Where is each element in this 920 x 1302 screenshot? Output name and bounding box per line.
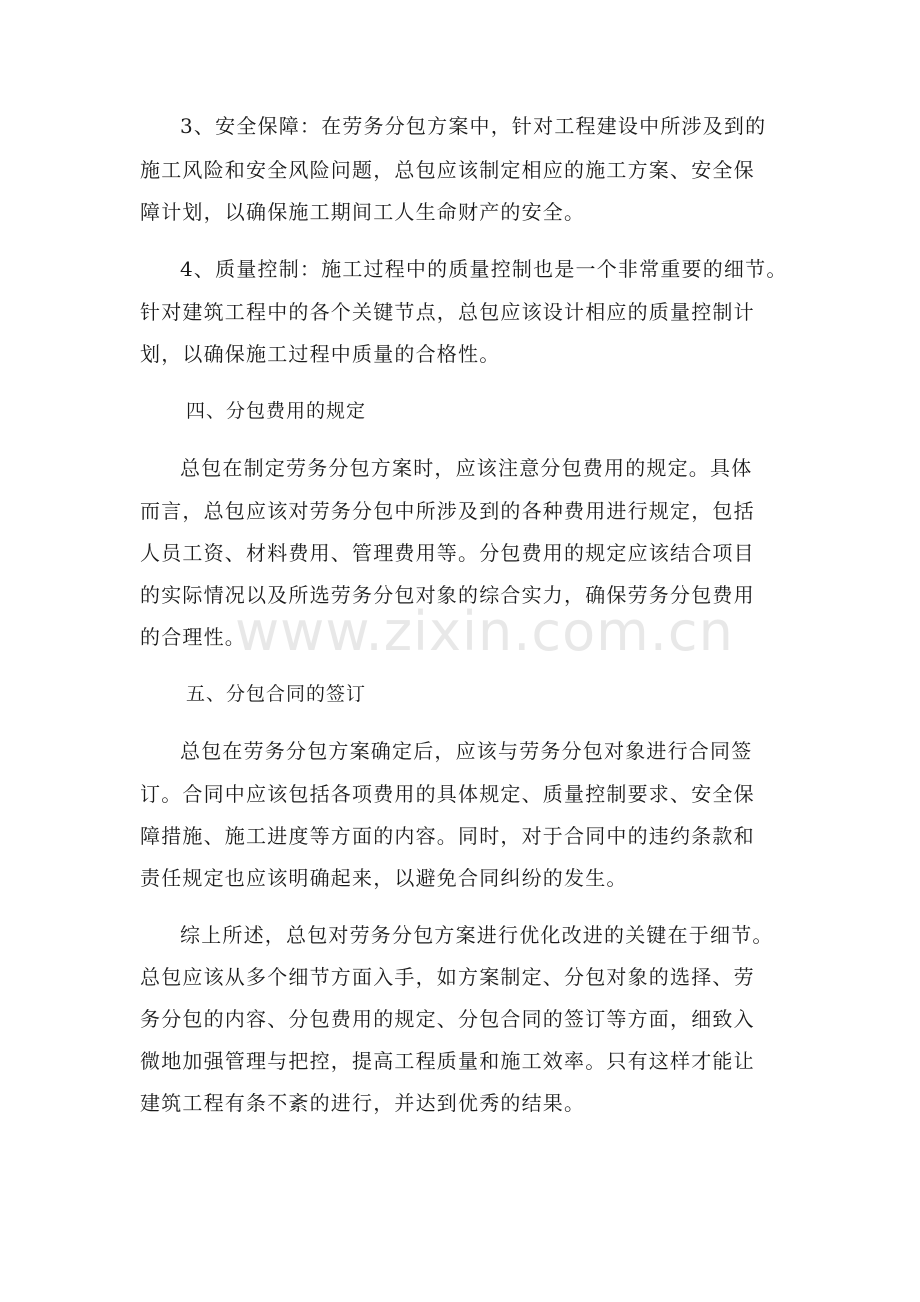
paragraph-4-line-2: 订。合同中应该包括各项费用的具体规定、质量控制要求、安全保 — [140, 782, 755, 806]
paragraph-5-line-5: 建筑工程有条不紊的进行，并达到优秀的结果。 — [140, 1091, 586, 1115]
paragraph-4-line-1: 总包在劳务分包方案确定后，应该与劳务分包对象进行合同签 — [180, 739, 753, 763]
paragraph-5-line-2: 总包应该从多个细节方面入手，如方案制定、分包对象的选择、劳 — [140, 965, 755, 989]
paragraph-2-line-1: 4、质量控制：施工过程中的质量控制也是一个非常重要的细节。 — [180, 257, 788, 281]
paragraph-2-line-3: 划，以确保施工过程中质量的合格性。 — [140, 342, 501, 366]
paragraph-4-line-3: 障措施、施工进度等方面的内容。同时，对于合同中的违约条款和 — [140, 824, 755, 848]
paragraph-5-line-4: 微地加强管理与把控，提高工程质量和施工效率。只有这样才能让 — [140, 1049, 755, 1073]
paragraph-3-line-3: 人员工资、材料费用、管理费用等。分包费用的规定应该结合项目 — [140, 541, 755, 565]
paragraph-3-line-2: 而言，总包应该对劳务分包中所涉及到的各种费用进行规定，包括 — [140, 499, 755, 523]
paragraph-2-line-2: 针对建筑工程中的各个关键节点，总包应该设计相应的质量控制计 — [140, 300, 755, 324]
paragraph-3-line-4: 的实际情况以及所选劳务分包对象的综合实力，确保劳务分包费用 — [140, 583, 755, 607]
section-heading-fees: 四、分包费用的规定 — [186, 400, 367, 422]
paragraph-3-line-1: 总包在制定劳务分包方案时，应该注意分包费用的规定。具体 — [180, 456, 753, 480]
paragraph-4-line-4: 责任规定也应该明确起来，以避免合同纠纷的发生。 — [140, 866, 628, 890]
paragraph-1-line-1: 3、安全保障：在劳务分包方案中，针对工程建设中所涉及到的 — [180, 114, 767, 138]
paragraph-5-line-3: 务分包的内容、分包费用的规定、分包合同的签订等方面，细致入 — [140, 1007, 755, 1031]
paragraph-1-line-3: 障计划，以确保施工期间工人生命财产的安全。 — [140, 200, 586, 224]
paragraph-1-line-2: 施工风险和安全风险问题，总包应该制定相应的施工方案、安全保 — [140, 158, 755, 182]
paragraph-5-line-1: 综上所述，总包对劳务分包方案进行优化改进的关键在于细节。 — [180, 923, 774, 947]
watermark-text: www.zixin.com.cn — [235, 600, 734, 663]
paragraph-3-line-5: 的合理性。 — [140, 625, 246, 649]
section-heading-contract: 五、分包合同的签订 — [186, 683, 367, 705]
